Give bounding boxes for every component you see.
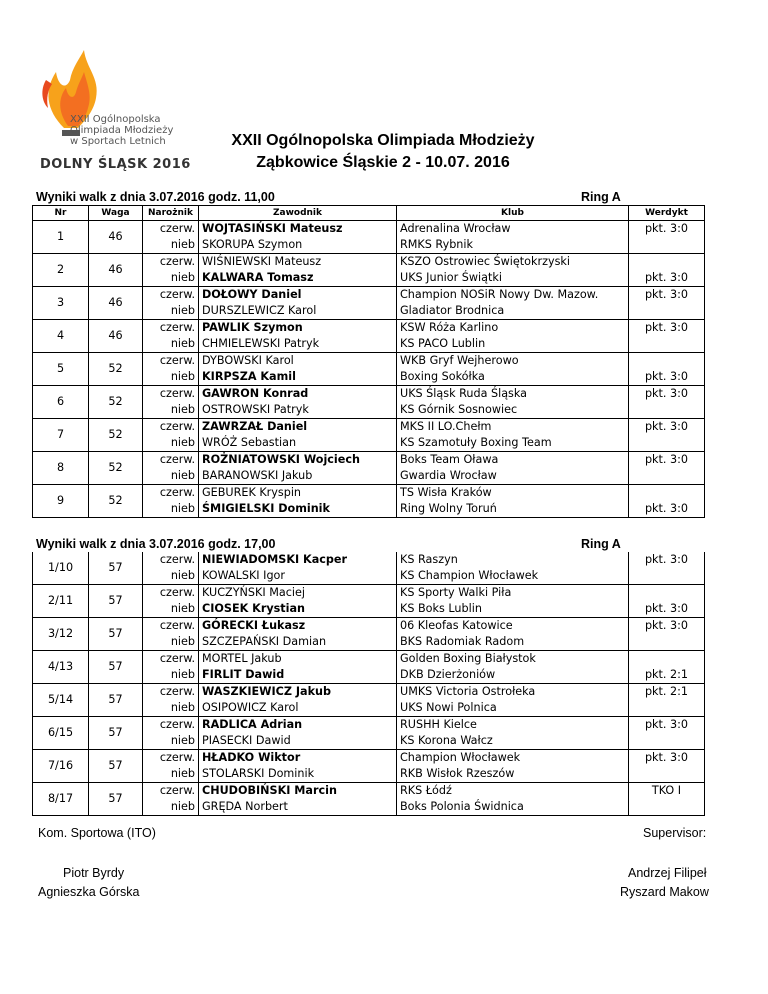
header-werdykt: Werdykt <box>629 206 705 221</box>
fighter-name: WOJTASIŃSKI Mateusz <box>199 221 397 238</box>
bout-row-red <box>33 651 705 668</box>
bout-number: 2/11 <box>33 585 89 618</box>
title-line-1: XXII Ogólnopolska Olimpiada Młodzieży <box>231 132 535 149</box>
club-name: KS Boks Lublin <box>397 601 629 618</box>
bout-number: 9 <box>33 485 89 518</box>
club-name: KS Champion Włocławek <box>397 568 629 585</box>
bout-row-red <box>33 386 705 403</box>
verdict <box>629 402 705 419</box>
verdict <box>629 700 705 717</box>
olympiad-logo <box>36 50 196 175</box>
weight-class: 57 <box>89 552 143 585</box>
bout-number: 6/15 <box>33 717 89 750</box>
corner: nieb <box>143 700 199 717</box>
corner: czerw. <box>143 221 199 238</box>
weight-class: 57 <box>89 717 143 750</box>
corner: nieb <box>143 303 199 320</box>
fighter-name: BARANOWSKI Jakub <box>199 468 397 485</box>
corner: czerw. <box>143 320 199 337</box>
weight-class: 57 <box>89 618 143 651</box>
logo-line: XXII Ogólnopolska <box>70 114 161 125</box>
verdict: pkt. 3:0 <box>629 452 705 469</box>
verdict: pkt. 3:0 <box>629 552 705 568</box>
club-name: KS PACO Lublin <box>397 336 629 353</box>
corner: czerw. <box>143 783 199 800</box>
bout-row-red <box>33 717 705 734</box>
corner: czerw. <box>143 485 199 502</box>
fighter-name: DOŁOWY Daniel <box>199 287 397 304</box>
bout-number: 3 <box>33 287 89 320</box>
corner: czerw. <box>143 750 199 767</box>
verdict: pkt. 3:0 <box>629 717 705 734</box>
bout-number: 5/14 <box>33 684 89 717</box>
bout-number: 4/13 <box>33 651 89 684</box>
header-nr: Nr <box>33 206 89 221</box>
verdict: pkt. 3:0 <box>629 601 705 618</box>
verdict <box>629 237 705 254</box>
fighter-name: DURSZLEWICZ Karol <box>199 303 397 320</box>
bout-number: 8 <box>33 452 89 485</box>
bout-number: 6 <box>33 386 89 419</box>
corner: nieb <box>143 766 199 783</box>
header-klub: Klub <box>397 206 629 221</box>
club-name: KSW Róża Karlino <box>397 320 629 337</box>
verdict <box>629 733 705 750</box>
fighter-name: FIRLIT Dawid <box>199 667 397 684</box>
verdict <box>629 799 705 816</box>
club-name: Champion Włocławek <box>397 750 629 767</box>
header-zawodnik: Zawodnik <box>199 206 397 221</box>
verdict <box>629 353 705 370</box>
corner: nieb <box>143 468 199 485</box>
bout-row-red <box>33 353 705 370</box>
logo-bottom-text: DOLNY ŚLĄSK 2016 <box>40 157 191 172</box>
corner: czerw. <box>143 651 199 668</box>
club-name: MKS II LO.Chełm <box>397 419 629 436</box>
fighter-name: CIOSEK Krystian <box>199 601 397 618</box>
fighter-name: PIASECKI Dawid <box>199 733 397 750</box>
bout-number: 7 <box>33 419 89 452</box>
corner: nieb <box>143 634 199 651</box>
fighter-name: OSTROWSKI Patryk <box>199 402 397 419</box>
bout-row-red <box>33 783 705 800</box>
bout-row-red <box>33 419 705 436</box>
bout-row-red <box>33 552 705 568</box>
bout-row-red <box>33 452 705 469</box>
verdict <box>629 254 705 271</box>
club-name: RMKS Rybnik <box>397 237 629 254</box>
club-name: BKS Radomiak Radom <box>397 634 629 651</box>
logo-text <box>70 114 173 147</box>
weight-class: 46 <box>89 221 143 254</box>
fighter-name: CHMIELEWSKI Patryk <box>199 336 397 353</box>
bout-row-red <box>33 287 705 304</box>
club-name: WKB Gryf Wejherowo <box>397 353 629 370</box>
weight-class: 52 <box>89 386 143 419</box>
club-name: RKS Łódź <box>397 783 629 800</box>
fighter-name: ŚMIGIELSKI Dominik <box>199 501 397 518</box>
corner: nieb <box>143 435 199 452</box>
weight-class: 46 <box>89 254 143 287</box>
verdict: pkt. 3:0 <box>629 320 705 337</box>
corner: czerw. <box>143 684 199 701</box>
logo-line: w Sportach Letnich <box>70 136 166 147</box>
club-name: Golden Boxing Białystok <box>397 651 629 668</box>
verdict <box>629 568 705 585</box>
bout-number: 7/16 <box>33 750 89 783</box>
club-name: UKS Junior Świątki <box>397 270 629 287</box>
club-name: UMKS Victoria Ostrołeka <box>397 684 629 701</box>
bout-row-red <box>33 485 705 502</box>
corner: czerw. <box>143 254 199 271</box>
results-table-2 <box>32 552 705 816</box>
bout-row-red <box>33 618 705 635</box>
club-name: Ring Wolny Toruń <box>397 501 629 518</box>
fighter-name: KALWARA Tomasz <box>199 270 397 287</box>
corner: czerw. <box>143 353 199 370</box>
verdict: pkt. 3:0 <box>629 501 705 518</box>
fighter-name: CHUDOBIŃSKI Marcin <box>199 783 397 800</box>
verdict: pkt. 3:0 <box>629 419 705 436</box>
fighter-name: ZAWRZAŁ Daniel <box>199 419 397 436</box>
bout-number: 1 <box>33 221 89 254</box>
club-name: RKB Wisłok Rzeszów <box>397 766 629 783</box>
commission-member: Piotr Byrdy <box>63 866 125 880</box>
weight-class: 52 <box>89 452 143 485</box>
weight-class: 46 <box>89 320 143 353</box>
club-name: UKS Nowi Polnica <box>397 700 629 717</box>
corner: nieb <box>143 270 199 287</box>
club-name: Adrenalina Wrocław <box>397 221 629 238</box>
weight-class: 57 <box>89 684 143 717</box>
fighter-name: ROŻNIATOWSKI Wojciech <box>199 452 397 469</box>
corner: czerw. <box>143 717 199 734</box>
corner: nieb <box>143 237 199 254</box>
weight-class: 46 <box>89 287 143 320</box>
corner: nieb <box>143 336 199 353</box>
fighter-name: WIŚNIEWSKI Mateusz <box>199 254 397 271</box>
logo-line: Olimpiada Młodzieży <box>70 125 174 136</box>
verdict <box>629 468 705 485</box>
fighter-name: KIRPSZA Kamil <box>199 369 397 386</box>
fighter-name: GAWRON Konrad <box>199 386 397 403</box>
verdict <box>629 634 705 651</box>
results-table-1 <box>32 205 705 518</box>
fighter-name: SZCZEPAŃSKI Damian <box>199 634 397 651</box>
club-name: Champion NOSiR Nowy Dw. Mazow. <box>397 287 629 304</box>
supervisor-name: Andrzej Filipeł <box>628 866 707 880</box>
corner: czerw. <box>143 419 199 436</box>
club-name: Gladiator Brodnica <box>397 303 629 320</box>
club-name: TS Wisła Kraków <box>397 485 629 502</box>
verdict: pkt. 3:0 <box>629 618 705 635</box>
fighter-name: KUCZYŃSKI Maciej <box>199 585 397 602</box>
weight-class: 57 <box>89 585 143 618</box>
verdict <box>629 585 705 602</box>
club-name: Boks Team Oława <box>397 452 629 469</box>
fighter-name: DYBOWSKI Karol <box>199 353 397 370</box>
bout-number: 8/17 <box>33 783 89 816</box>
verdict <box>629 336 705 353</box>
verdict: pkt. 3:0 <box>629 221 705 238</box>
supervisor-name: Ryszard Makow <box>620 885 709 899</box>
weight-class: 52 <box>89 353 143 386</box>
verdict: TKO I <box>629 783 705 800</box>
weight-class: 52 <box>89 485 143 518</box>
club-name: KS Szamotuły Boxing Team <box>397 435 629 452</box>
club-name: KS Raszyn <box>397 552 629 568</box>
supervisor-label: Supervisor: <box>643 826 707 840</box>
section-2-ring: Ring A <box>581 537 621 551</box>
bout-row-red <box>33 221 705 238</box>
table-header-row <box>33 206 705 221</box>
corner: nieb <box>143 667 199 684</box>
bout-row-red <box>33 585 705 602</box>
verdict: pkt. 3:0 <box>629 386 705 403</box>
title-line-2: Ząbkowice Śląskie 2 - 10.07. 2016 <box>256 154 510 171</box>
fighter-name: KOWALSKI Igor <box>199 568 397 585</box>
verdict: pkt. 3:0 <box>629 270 705 287</box>
corner: nieb <box>143 799 199 816</box>
fighter-name: PAWLIK Szymon <box>199 320 397 337</box>
verdict: pkt. 3:0 <box>629 369 705 386</box>
page-title <box>203 130 563 174</box>
verdict <box>629 435 705 452</box>
verdict <box>629 766 705 783</box>
fighter-name: RADLICA Adrian <box>199 717 397 734</box>
club-name: DKB Dzierżoniów <box>397 667 629 684</box>
club-name: KSZO Ostrowiec Świętokrzyski <box>397 254 629 271</box>
corner: nieb <box>143 568 199 585</box>
fighter-name: GEBUREK Kryspin <box>199 485 397 502</box>
verdict: pkt. 3:0 <box>629 287 705 304</box>
section-1-ring: Ring A <box>581 190 621 204</box>
bout-number: 5 <box>33 353 89 386</box>
verdict <box>629 651 705 668</box>
club-name: UKS Śląsk Ruda Śląska <box>397 386 629 403</box>
corner: czerw. <box>143 618 199 635</box>
fighter-name: WRÓŻ Sebastian <box>199 435 397 452</box>
corner: czerw. <box>143 452 199 469</box>
section-1-heading: Wyniki walk z dnia 3.07.2016 godz. 11,00 <box>36 190 275 204</box>
verdict: pkt. 3:0 <box>629 750 705 767</box>
club-name: Boxing Sokółka <box>397 369 629 386</box>
club-name: KS Korona Wałcz <box>397 733 629 750</box>
corner: nieb <box>143 733 199 750</box>
commission-label: Kom. Sportowa (ITO) <box>38 826 156 840</box>
bout-number: 3/12 <box>33 618 89 651</box>
corner: czerw. <box>143 386 199 403</box>
verdict: pkt. 2:1 <box>629 684 705 701</box>
bout-number: 4 <box>33 320 89 353</box>
club-name: Boks Polonia Świdnica <box>397 799 629 816</box>
section-2-heading: Wyniki walk z dnia 3.07.2016 godz. 17,00 <box>36 537 276 551</box>
weight-class: 57 <box>89 750 143 783</box>
verdict <box>629 303 705 320</box>
corner: czerw. <box>143 552 199 568</box>
weight-class: 52 <box>89 419 143 452</box>
fighter-name: HŁADKO Wiktor <box>199 750 397 767</box>
corner: czerw. <box>143 287 199 304</box>
club-name: RUSHH Kielce <box>397 717 629 734</box>
weight-class: 57 <box>89 783 143 816</box>
bout-number: 2 <box>33 254 89 287</box>
bout-row-red <box>33 320 705 337</box>
bout-number: 1/10 <box>33 552 89 585</box>
verdict: pkt. 2:1 <box>629 667 705 684</box>
corner: nieb <box>143 402 199 419</box>
bout-row-red <box>33 684 705 701</box>
header-naroznik: Narożnik <box>143 206 199 221</box>
verdict <box>629 485 705 502</box>
fighter-name: STOLARSKI Dominik <box>199 766 397 783</box>
corner: nieb <box>143 369 199 386</box>
club-name: 06 Kleofas Katowice <box>397 618 629 635</box>
weight-class: 57 <box>89 651 143 684</box>
corner: nieb <box>143 601 199 618</box>
fighter-name: SKORUPA Szymon <box>199 237 397 254</box>
fighter-name: MORTEL Jakub <box>199 651 397 668</box>
fighter-name: OSIPOWICZ Karol <box>199 700 397 717</box>
header-waga: Waga <box>89 206 143 221</box>
corner: czerw. <box>143 585 199 602</box>
club-name: Gwardia Wrocław <box>397 468 629 485</box>
club-name: KS Górnik Sosnowiec <box>397 402 629 419</box>
club-name: KS Sporty Walki Piła <box>397 585 629 602</box>
bout-row-red <box>33 750 705 767</box>
fighter-name: NIEWIADOMSKI Kacper <box>199 552 397 568</box>
corner: nieb <box>143 501 199 518</box>
fighter-name: GÓRECKI Łukasz <box>199 618 397 635</box>
bout-row-red <box>33 254 705 271</box>
fighter-name: WASZKIEWICZ Jakub <box>199 684 397 701</box>
fighter-name: GRĘDA Norbert <box>199 799 397 816</box>
commission-member: Agnieszka Górska <box>38 885 140 899</box>
